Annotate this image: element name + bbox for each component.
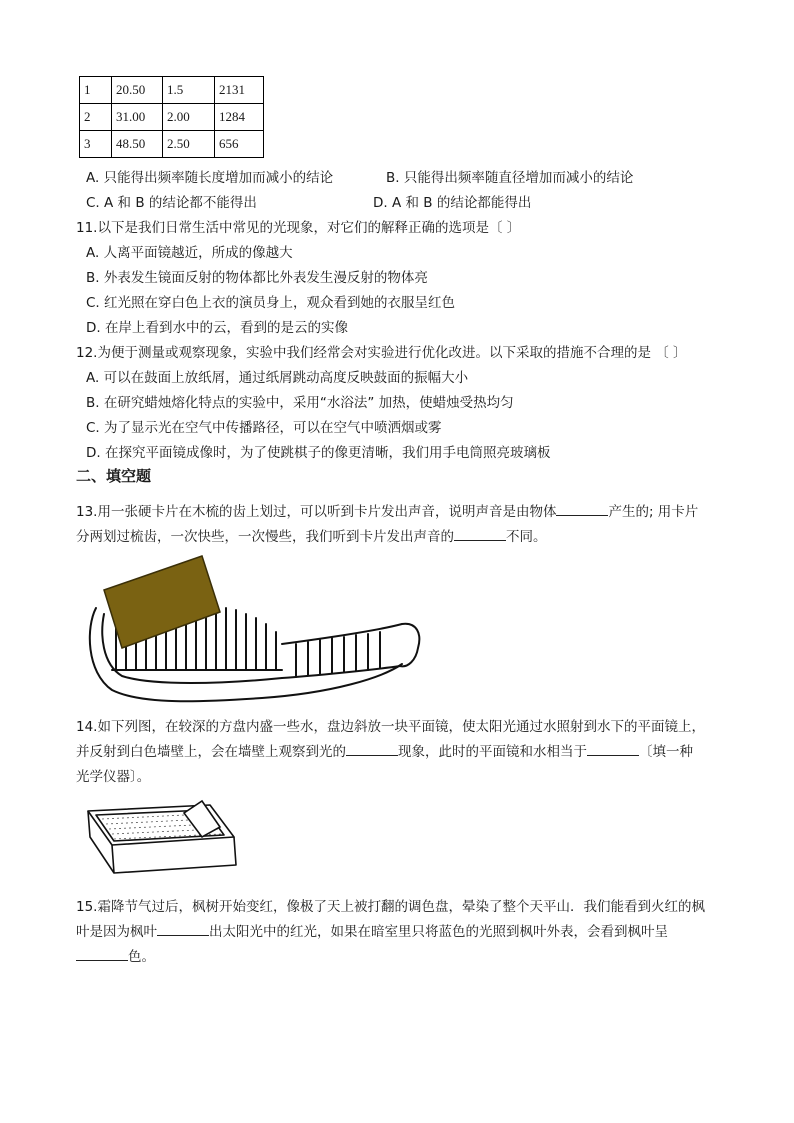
q13-text: 不同。 [506, 529, 547, 545]
q15-line-1: 15.霜降节气过后，枫树开始变红，像极了天上被打翻的调色盘，晕染了整个天平山．我们能看到火红的枫 [76, 899, 705, 915]
answer-blank [157, 921, 209, 936]
answer-blank [76, 946, 128, 961]
q15-text: 出太阳光中的红光，如果在暗室里只将蓝色的光照到枫叶外表，会看到枫叶呈 [209, 924, 668, 940]
q14-line-2 [76, 740, 693, 760]
table-cell: 31.00 [112, 104, 163, 131]
q14-text: 现象，此时的平面镜和水相当于 [398, 744, 587, 760]
table-cell: 48.50 [112, 131, 163, 158]
table-row [80, 77, 264, 104]
q10-option-d: D. A 和 B 的结论都能得出 [373, 195, 532, 211]
hard-card-shape [104, 556, 220, 648]
q15-line-3 [76, 945, 155, 965]
table-row [80, 131, 264, 158]
q11-option-b: B. 外表发生镜面反射的物体都比外表发生漫反射的物体亮 [86, 270, 428, 286]
table-cell: 1 [80, 77, 112, 104]
q13-line-1 [76, 500, 698, 520]
q10-option-b: B. 只能得出频率随直径增加而减小的结论 [386, 170, 634, 186]
answer-blank [587, 741, 639, 756]
q10-option-c: C. A 和 B 的结论都不能得出 [86, 195, 257, 211]
q14-line-3: 光学仪器〕。 [76, 769, 151, 785]
q12-stem: 12.为便于测量或观察现象，实验中我们经常会对实验进行优化改进。以下采取的措施不合理的是 〔 〕 [76, 345, 687, 361]
q12-option-b: B. 在研究蜡烛熔化特点的实验中，采用“水浴法” 加热，使蜡烛受热均匀 [86, 395, 514, 411]
q15-text: 色。 [128, 949, 155, 965]
q14-text: 并反射到白色墙壁上，会在墙壁上观察到光的 [76, 744, 346, 760]
table-cell: 3 [80, 131, 112, 158]
q12-option-a: A. 可以在鼓面上放纸屑，通过纸屑跳动高度反映鼓面的振幅大小 [86, 370, 469, 386]
q11-option-c: C. 红光照在穿白色上衣的演员身上，观众看到她的衣服呈红色 [86, 295, 456, 311]
q13-text: 产生的; 用卡片 [608, 504, 699, 520]
answer-blank [454, 526, 506, 541]
answer-blank [556, 501, 608, 516]
table-cell: 656 [215, 131, 264, 158]
q14-line-1: 14.如下列图，在较深的方盘内盛一些水，盘边斜放一块平面镜，使太阳光通过水照射到水下的平面镜上， [76, 719, 705, 735]
q11-option-d: D. 在岸上看到水中的云，看到的是云的实像 [86, 320, 348, 336]
q15-text: 叶是因为枫叶 [76, 924, 157, 940]
q11-stem: 11.以下是我们日常生活中常见的光现象，对它们的解释正确的选项是〔 〕 [76, 220, 521, 236]
table-cell: 2 [80, 104, 112, 131]
table-cell: 1.5 [163, 77, 215, 104]
table-row [80, 104, 264, 131]
q11-option-a: A. 人离平面镜越近，所成的像越大 [86, 245, 293, 261]
comb-card-illustration [82, 552, 422, 712]
answer-blank [346, 741, 398, 756]
data-table [79, 76, 264, 158]
table-cell: 2131 [215, 77, 264, 104]
q13-text: 分两划过梳齿，一次快些，一次慢些，我们听到卡片发出声音的 [76, 529, 454, 545]
q10-option-a: A. 只能得出频率随长度增加而减小的结论 [86, 170, 334, 186]
q12-option-c: C. 为了显示光在空气中传播路径，可以在空气中喷洒烟或雾 [86, 420, 442, 436]
table-cell: 2.50 [163, 131, 215, 158]
q15-line-2 [76, 920, 668, 940]
tray-mirror-illustration [84, 797, 244, 879]
q13-text: 13.用一张硬卡片在木梳的齿上划过，可以听到卡片发出声音，说明声音是由物体 [76, 504, 557, 520]
table-cell: 2.00 [163, 104, 215, 131]
table-cell: 20.50 [112, 77, 163, 104]
table-cell: 1284 [215, 104, 264, 131]
q13-line-2 [76, 525, 547, 545]
q14-text: 〔填一种 [639, 744, 693, 760]
section-heading: 二、填空题 [76, 467, 152, 485]
q12-option-d: D. 在探究平面镜成像时，为了使跳棋子的像更清晰，我们用手电筒照亮玻璃板 [86, 445, 551, 461]
